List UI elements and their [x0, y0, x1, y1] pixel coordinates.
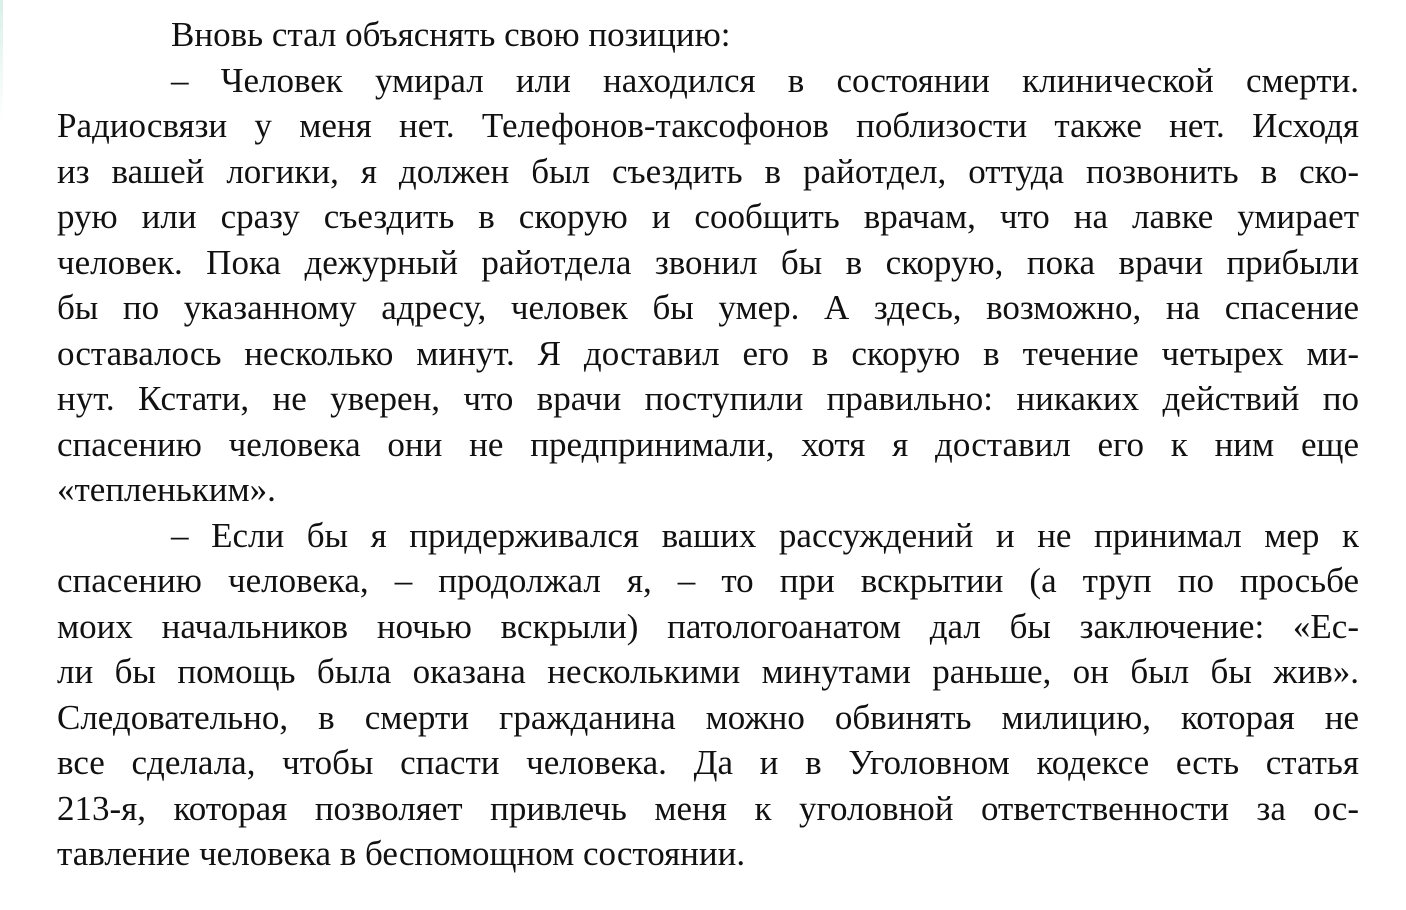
text-line: спасению человека, – продолжал я, – то при вскрытии (а труп по просьбе: [57, 561, 1359, 600]
text-line: из вашей логики, я должен был съездить в райотдел, оттуда позвонить в ско-: [57, 151, 1359, 191]
text-line: человек. Пока дежурный райотдела звонил бы в скорую, пока врачи прибыли: [57, 242, 1359, 282]
text-line: бы по указанному адресу, человек бы умер. А здесь, возможно, на спасение: [57, 288, 1359, 327]
text-line: оставалось несколько минут. Я доставил его в скорую в течение четырех ми-: [57, 333, 1359, 373]
text-line: моих начальников ночью вскрыли) патологоанатом дал бы заключение: «Ес-: [57, 606, 1359, 646]
text-line: тавление человека в беспомощном состоянии.: [57, 834, 746, 873]
text-line: нут. Кстати, не уверен, что врачи поступили правильно: никаких действий по: [57, 379, 1359, 418]
text-line: – Если бы я придерживался ваших рассуждений и не принимал мер к: [171, 515, 1359, 555]
text-line: – Человек умирал или находился в состоянии клинической смерти.: [171, 60, 1359, 100]
page-edge-mark: [0, 0, 3, 120]
text-line: Вновь стал объяснять свою позицию:: [171, 15, 731, 54]
text-line: рую или сразу съездить в скорую и сообщить врачам, что на лавке умирает: [57, 197, 1359, 236]
text-line: все сделала, чтобы спасти человека. Да и в Уголовном кодексе есть статья: [57, 743, 1359, 782]
text-line: 213-я, которая позволяет привлечь меня к уголовной ответственности за ос-: [57, 788, 1359, 828]
text-line: спасению человека они не предпринимали, хотя я доставил его к ним еще: [57, 424, 1359, 464]
text-line: «тепленьким».: [57, 470, 276, 509]
text-line: ли бы помощь была оказана несколькими минутами раньше, он был бы жив».: [57, 652, 1359, 691]
text-line: Радиосвязи у меня нет. Телефонов-таксофонов поблизости также нет. Исходя: [57, 106, 1359, 145]
text-line: Следовательно, в смерти гражданина можно обвинять милицию, которая не: [57, 697, 1359, 737]
document-page: [57, 12, 1359, 877]
